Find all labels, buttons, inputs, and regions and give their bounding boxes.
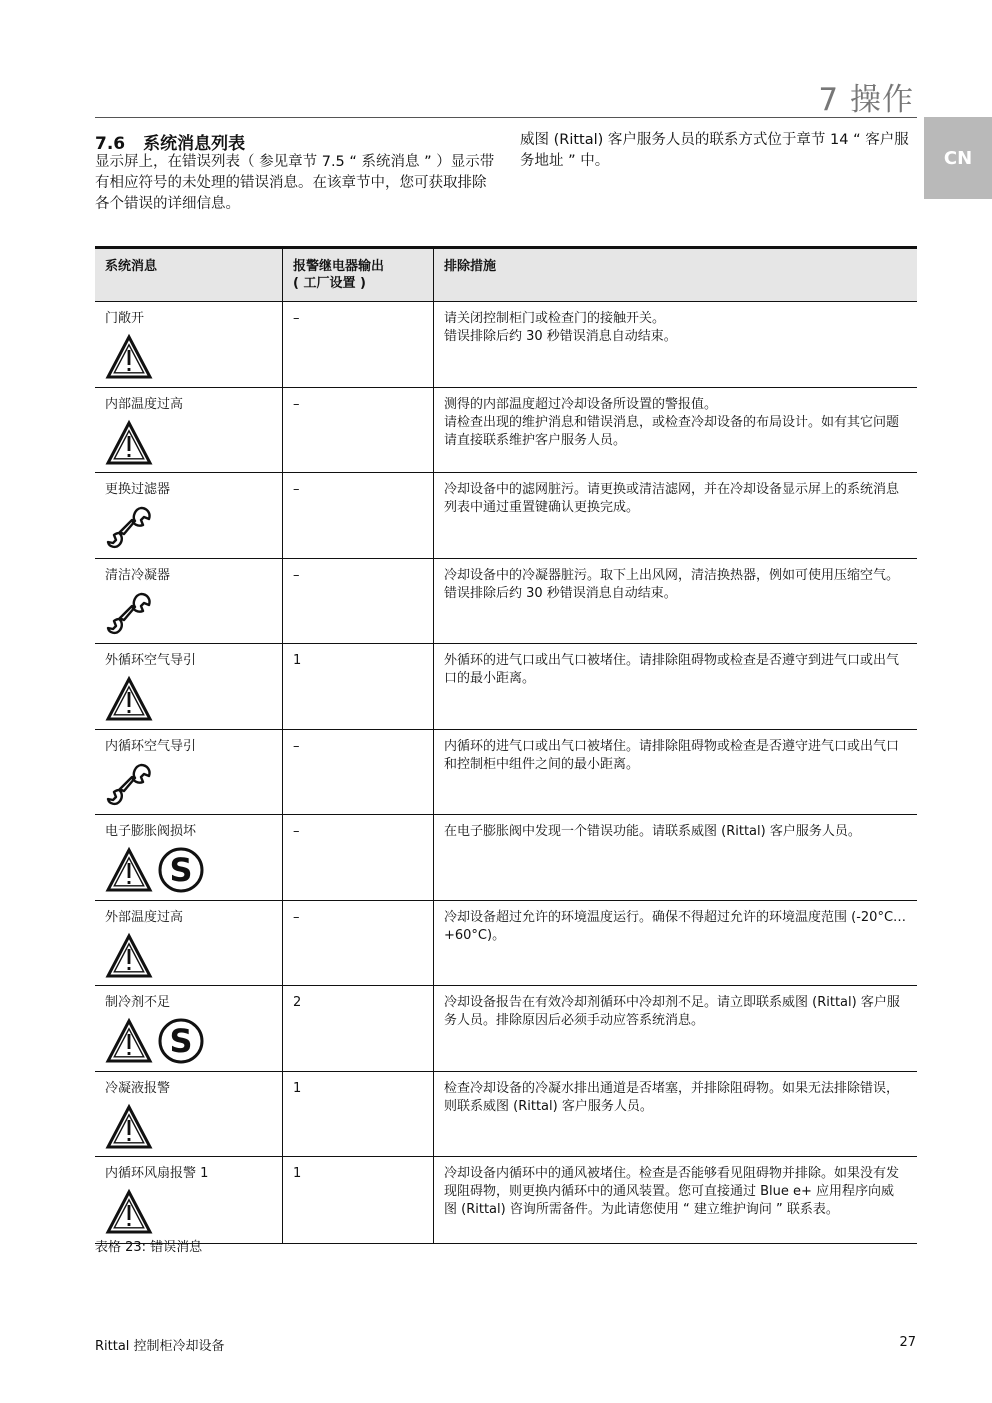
- table-row: [95, 473, 917, 559]
- remedy-cell: 请关闭控制柜门或检查门的接触开关。 错误排除后约 30 秒错误消息自动结束。: [434, 302, 918, 388]
- relay-output-cell: –: [283, 558, 434, 644]
- message-cell: [95, 1071, 283, 1157]
- relay-output-cell: –: [283, 387, 434, 473]
- section-title: [95, 129, 245, 154]
- table-row: [95, 986, 917, 1072]
- message-icons: [105, 590, 272, 638]
- warning-icon: [105, 1188, 153, 1236]
- relay-output-cell: –: [283, 302, 434, 388]
- message-cell: [95, 644, 283, 730]
- remedy-cell: 冷却设备超过允许的环境温度运行。确保不得超过允许的环境温度范围 (-20°C…+60°C)。: [434, 900, 918, 986]
- header-relay: 报警继电器输出 ( 工厂设置 ): [283, 248, 434, 302]
- message-label: 内循环空气导引: [105, 738, 197, 754]
- message-label: 外循环空气导引: [105, 653, 197, 668]
- message-icons: [105, 846, 272, 894]
- table-row: [95, 1157, 917, 1244]
- header-rule: [95, 117, 917, 118]
- message-label: 外部温度过高: [105, 909, 184, 925]
- remedy-cell: 冷却设备中的滤网脏污。请更换或清洁滤网，并在冷却设备显示屏上的系统消息列表中通过重置键确认更换完成。: [434, 473, 918, 559]
- table-row: [95, 302, 917, 388]
- message-cell: [95, 387, 283, 473]
- warning-icon: [105, 932, 153, 980]
- table-row: [95, 387, 917, 473]
- chapter-heading: 7 操作: [818, 82, 914, 118]
- message-label: 制冷剂不足: [105, 995, 171, 1010]
- table-caption: 表格 23: 错误消息: [95, 1240, 203, 1255]
- footer-title: Rittal 控制柜冷却设备: [95, 1339, 225, 1354]
- warning-icon: [105, 675, 153, 723]
- warning-icon: [105, 1103, 153, 1151]
- intro-right-paragraph: 威图 (Rittal) 客户服务人员的联系方式位于章节 14 “ 客户服务地址 ” 中。: [520, 132, 909, 169]
- message-icons: [105, 1188, 272, 1236]
- relay-output-cell: 2: [283, 986, 434, 1072]
- message-cell: [95, 900, 283, 986]
- message-label: 清洁冷凝器: [105, 567, 171, 583]
- section-number: 7.6: [95, 134, 126, 154]
- warning-icon: [105, 419, 153, 467]
- page-number: 27: [899, 1335, 916, 1350]
- table-row: [95, 644, 917, 730]
- message-icons: [105, 1103, 272, 1151]
- wrench-icon: [105, 590, 153, 638]
- svg-text:S: S: [169, 851, 193, 889]
- remedy-cell: 冷却设备中的冷凝器脏污。取下上出风网，清洁换热器，例如可使用压缩空气。 错误排除后约 30 秒错误消息自动结束。: [434, 558, 918, 644]
- relay-output-cell: 1: [283, 1157, 434, 1244]
- message-cell: [95, 986, 283, 1072]
- remedy-cell: 冷却设备报告在有效冷却剂循环中冷却剂不足。请立即联系威图 (Rittal) 客户服务人员。排除原因后必须手动应答系统消息。: [434, 986, 918, 1072]
- table-row: [95, 1071, 917, 1157]
- relay-output-cell: –: [283, 815, 434, 901]
- table-row: [95, 558, 917, 644]
- message-icons: [105, 932, 272, 980]
- wrench-icon: [105, 504, 153, 552]
- warning-icon: [105, 1017, 153, 1065]
- remedy-cell: 测得的内部温度超过冷却设备所设置的警报值。 请检查出现的维护消息和错误消息，或检查冷却设备的布局设计。如有其它问题请直接联系维护客户服务人员。: [434, 387, 918, 473]
- message-cell: [95, 815, 283, 901]
- relay-output-cell: –: [283, 473, 434, 559]
- table-header-row: [95, 248, 917, 302]
- message-cell: [95, 473, 283, 559]
- message-label: 更换过滤器: [105, 482, 171, 497]
- message-cell: [95, 729, 283, 815]
- message-cell: [95, 1157, 283, 1244]
- table-row: [95, 815, 917, 901]
- warning-icon: [105, 333, 153, 381]
- message-label: 门敞开: [105, 311, 145, 326]
- relay-output-cell: –: [283, 729, 434, 815]
- message-label: 电子膨胀阀损坏: [105, 824, 197, 839]
- wrench-icon: [105, 761, 153, 809]
- header-message: 系统消息: [95, 248, 283, 302]
- intro-left-paragraph: 显示屏上，在错误列表（ 参见章节 7.5 “ 系统消息 ” ）显示带有相应符号的未处理的错误消息。在该章节中，您可获取排除各个错误的详细信息。: [95, 154, 495, 212]
- remedy-cell: 冷却设备内循环中的通风被堵住。检查是否能够看见阻碍物并排除。如果没有发现阻碍物，则更换内循环中的通风装置。您可直接通过 Blue e+ 应用程序向威图 (Rittal) 咨询所需备件。为此请您使用 “ 建立维护询问 ” 联系表。: [434, 1157, 918, 1244]
- message-icons: [105, 761, 272, 809]
- message-icons: [105, 675, 272, 723]
- remedy-cell: 在电子膨胀阀中发现一个错误功能。请联系威图 (Rittal) 客户服务人员。: [434, 815, 918, 901]
- message-label: 内循环风扇报警 1: [105, 1166, 209, 1181]
- relay-output-cell: 1: [283, 644, 434, 730]
- message-cell: [95, 302, 283, 388]
- remedy-cell: 外循环的进气口或出气口被堵住。请排除阻碍物或检查是否遵守到进气口或出气口的最小距离。: [434, 644, 918, 730]
- table-row: [95, 900, 917, 986]
- message-label: 内部温度过高: [105, 396, 184, 412]
- remedy-cell: 检查冷却设备的冷凝水排出通道是否堵塞，并排除阻碍物。如果无法排除错误，则联系威图 (Rittal) 客户服务人员。: [434, 1071, 918, 1157]
- section-title-text: 系统消息列表: [143, 134, 246, 154]
- warning-icon: [105, 846, 153, 894]
- system-messages-table: [95, 246, 917, 1244]
- remedy-cell: 内循环的进气口或出气口被堵住。请排除阻碍物或检查是否遵守进气口或出气口和控制柜中组件之间的最小距离。: [434, 729, 918, 815]
- message-icons: [105, 1017, 272, 1065]
- message-label: 冷凝液报警: [105, 1080, 171, 1096]
- relay-output-cell: –: [283, 900, 434, 986]
- message-cell: [95, 558, 283, 644]
- service-icon: [157, 1017, 205, 1065]
- message-icons: [105, 504, 272, 552]
- language-tab: CN: [924, 117, 992, 199]
- table-row: [95, 729, 917, 815]
- service-icon: [157, 846, 205, 894]
- message-icons: [105, 333, 272, 381]
- header-remedy: 排除措施: [434, 248, 918, 302]
- svg-text:S: S: [169, 1022, 193, 1060]
- message-icons: [105, 419, 272, 467]
- relay-output-cell: 1: [283, 1071, 434, 1157]
